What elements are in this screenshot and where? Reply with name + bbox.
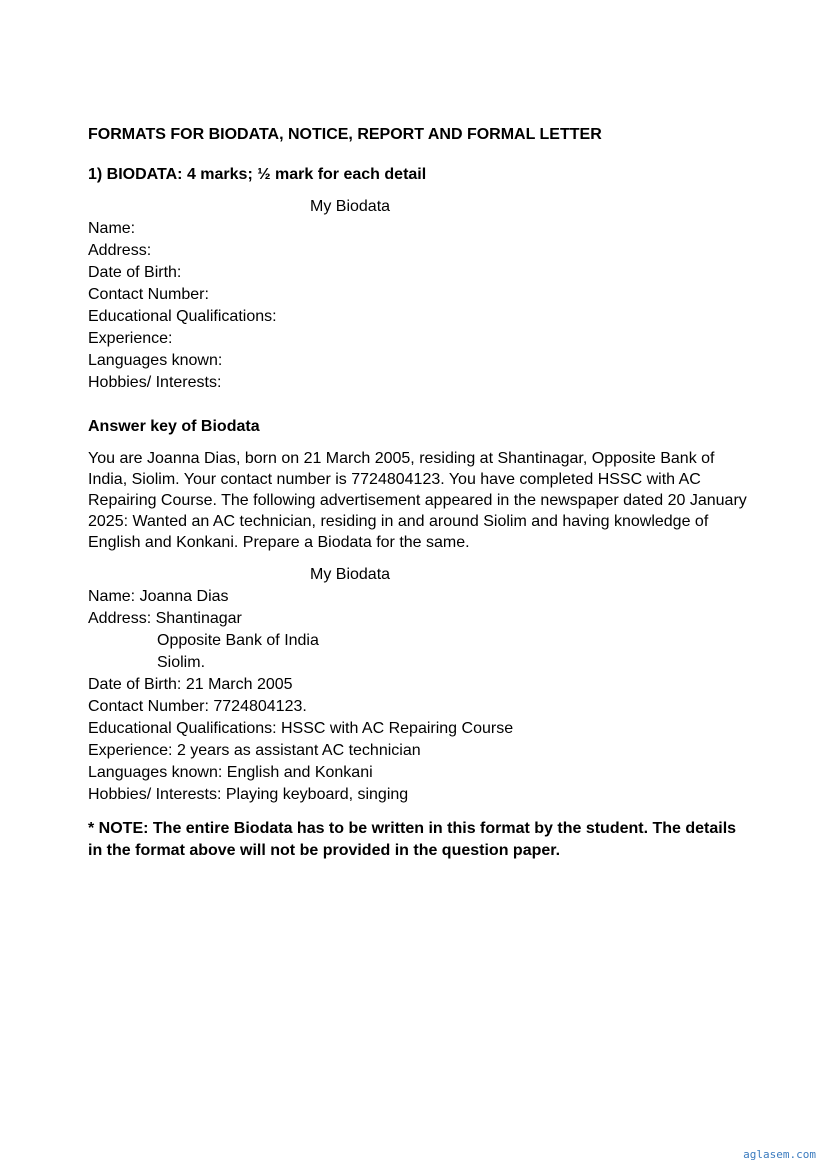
watermark-text: aglasem.com [743,1148,816,1161]
format-field-name: Name: [88,220,136,237]
format-biodata-title: My Biodata [310,198,391,215]
format-field-list [88,218,758,394]
note-text: * NOTE: The entire Biodata has to be written in this format by the student. The details in the format above will not be provided in the question paper. [88,820,737,859]
format-field-contact: Contact Number: [88,286,209,303]
answer-address-line-3: Siolim. [157,654,206,671]
document-title: FORMATS FOR BIODATA, NOTICE, REPORT AND FORMAL LETTER [88,126,602,143]
answer-key-heading: Answer key of Biodata [88,418,260,435]
answer-field-name: Name: Joanna Dias [88,588,229,605]
answer-field-education: Educational Qualifications: HSSC with AC Repairing Course [88,720,514,737]
document-page [88,124,758,862]
answer-biodata-title: My Biodata [310,566,391,583]
format-field-address: Address: [88,242,152,259]
answer-key-question: You are Joanna Dias, born on 21 March 2005, residing at Shantinagar, Opposite Bank of India, Siolim. Your contact number is 7724804123. You have completed HSSC with AC Repairing Course. The following advertisement appeared in the newspaper dated 20 January 2025: Wanted an AC technician, residing in and around Siolim and having knowledge of English and Konkani. Prepare a Biodata for the same. [88,450,747,551]
answer-field-experience: Experience: 2 years as assistant AC technician [88,742,421,759]
answer-field-list [88,586,758,806]
format-field-experience: Experience: [88,330,173,347]
answer-field-hobbies: Hobbies/ Interests: Playing keyboard, singing [88,786,409,803]
answer-field-dob: Date of Birth: 21 March 2005 [88,676,293,693]
answer-field-address: Address: Shantinagar [88,610,242,627]
format-field-dob: Date of Birth: [88,264,182,281]
format-field-education: Educational Qualifications: [88,308,277,325]
format-field-hobbies: Hobbies/ Interests: [88,374,222,391]
answer-field-contact: Contact Number: 7724804123. [88,698,307,715]
format-field-languages: Languages known: [88,352,223,369]
answer-address-line-2: Opposite Bank of India [157,632,319,649]
answer-field-languages: Languages known: English and Konkani [88,764,373,781]
section-heading-biodata: 1) BIODATA: 4 marks; ½ mark for each detail [88,166,427,183]
